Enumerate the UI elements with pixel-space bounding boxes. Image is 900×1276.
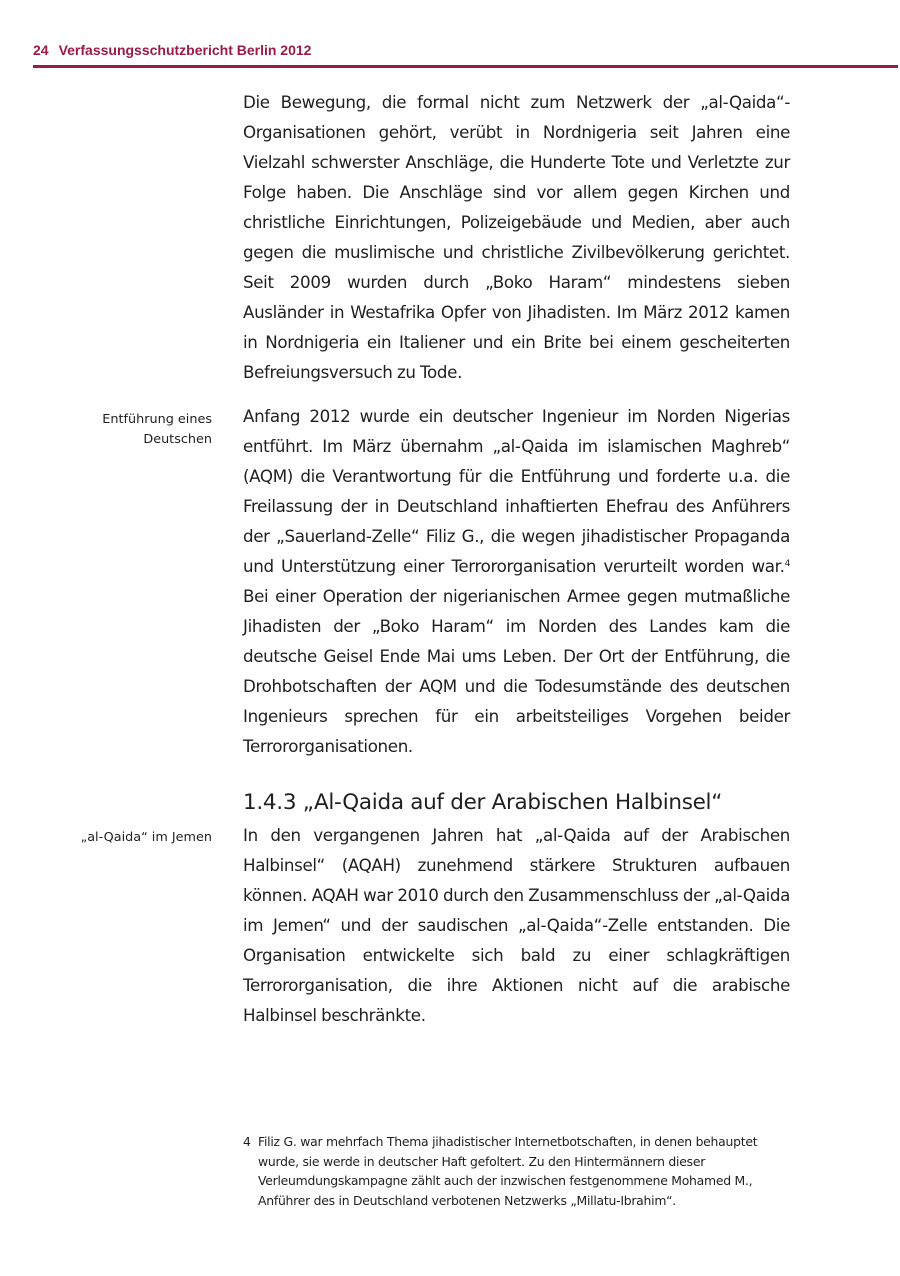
body-paragraph-kidnapping: [243, 401, 790, 761]
page-number: 24: [33, 42, 49, 58]
margin-note-line: Entführung eines: [102, 412, 212, 427]
running-header: [33, 41, 898, 68]
footnote-text: Filiz G. war mehrfach Thema jihadistischer Internetbotschaften, in denen behauptet wurde, sie werde in deutscher Haft gefoltert. Zu den Hintermännern dieser Verleumdungskampagne zählt auch der inzwischen festgenommene Mohamed M., Anführer des in Deutschland verbotenen Netzwerks „Millatu-Ibrahim“.: [258, 1134, 758, 1208]
paragraph-text: Anfang 2012 wurde ein deutscher Ingenieur im Norden Nigerias entführt. Im März übernahm „al-Qaida im islamischen Maghreb“ (AQM) die Verantwortung für die Entführung und forderte u.a. die Freilassung der in Deutschland inhaftierten Ehefrau des Anführers der „Sauerland-Zelle“ Filiz G., die wegen jihadistischer Propaganda und Unterstützung einer Terrororganisation verurteilt worden war.: [243, 406, 790, 576]
paragraph-text: Bei einer Operation der nigerianischen Armee gegen mutmaßliche Jihadisten der „Boko Haram“ im Norden des Landes kam die deutsche Geisel Ende Mai ums Leben. Der Ort der Entführung, die Drohbotschaften der AQM und die Todesumstände des deutschen Ingenieurs sprechen für ein arbeitsteiliges Vorgehen beider Terrororganisationen.: [243, 586, 790, 756]
margin-note-yemen: „al-Qaida“ im Jemen: [80, 830, 212, 845]
margin-note-line: Deutschen: [143, 432, 212, 447]
report-title: Verfassungsschutzbericht Berlin 2012: [58, 42, 312, 58]
footnote-number: 4: [243, 1134, 251, 1149]
section-heading: 1.4.3 „Al-Qaida auf der Arabischen Halbinsel“: [243, 790, 723, 815]
footnote: [243, 1132, 790, 1210]
margin-note-kidnapping: [32, 410, 212, 450]
footnote-reference[interactable]: 4: [784, 559, 790, 569]
body-paragraph-aqah: In den vergangenen Jahren hat „al-Qaida auf der Arabischen Halbinsel“ (AQAH) zunehmend stärkere Strukturen aufbauen können. AQAH war 2010 durch den Zusammenschluss der „al-Qaida im Jemen“ und der saudischen „al-Qaida“-Zelle entstanden. Die Organisation entwickelte sich bald zu einer schlagkräftigen Terrororganisation, die ihre Aktionen nicht auf die arabische Halbinsel beschränkte.: [243, 825, 790, 1025]
body-paragraph-boko-haram: Die Bewegung, die formal nicht zum Netzwerk der „al-Qaida“-Organisationen gehört, verübt in Nordnigeria seit Jahren eine Vielzahl schwerster Anschläge, die Hunderte Tote und Verletzte zur Folge haben. Die Anschläge sind vor allem gegen Kirchen und christliche Einrichtungen, Polizeigebäude und Medien, aber auch gegen die muslimische und christliche Zivilbevölkerung gerichtet. Seit 2009 wurden durch „Boko Haram“ mindestens sieben Ausländer in Westafrika Opfer von Jihadisten. Im März 2012 kamen in Nordnigeria ein Italiener und ein Brite bei einem gescheiterten Befreiungsversuch zu Tode.: [243, 92, 790, 382]
